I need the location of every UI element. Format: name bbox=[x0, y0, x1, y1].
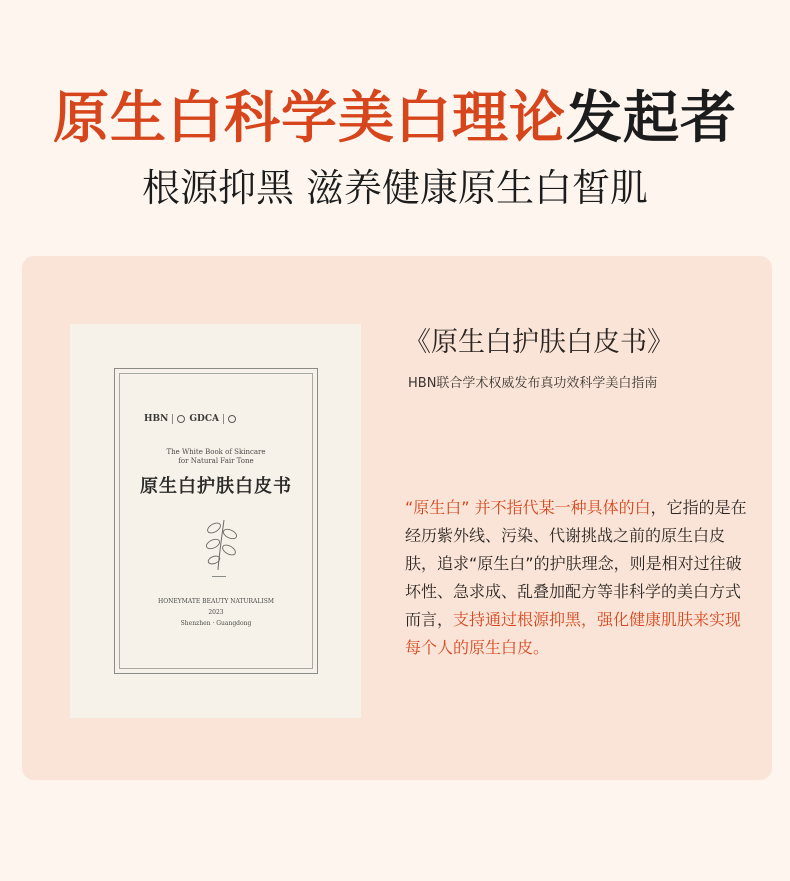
book-year: 2023 bbox=[208, 609, 224, 616]
hbn-logo: HBN bbox=[144, 414, 169, 424]
gdca-logo-icon bbox=[177, 415, 185, 423]
book-cover-inner-frame bbox=[119, 373, 313, 669]
book-title-en-line1: The White Book of Skincare bbox=[166, 448, 266, 456]
whitepaper-title: 《原生白护肤白皮书》 bbox=[404, 327, 674, 358]
book-divider bbox=[212, 576, 226, 577]
whitepaper-subtitle: HBN联合学术权威发布真功效科学美白指南 bbox=[408, 376, 658, 391]
book-title-en-line2: for Natural Fair Tone bbox=[178, 457, 254, 465]
headline bbox=[0, 84, 790, 154]
book-location: Shenzhen · Guangdong bbox=[180, 620, 252, 627]
whitepaper-description bbox=[405, 494, 750, 662]
book-brand: HONEYMATE BEAUTY NATURALISM bbox=[157, 598, 274, 605]
book-cover-frame bbox=[114, 368, 318, 674]
description-highlight: 支持通过根源抑黑，强化健康肌肤来实现每个人的原生白皮。 bbox=[405, 610, 742, 657]
headline-dark: 发起者 bbox=[566, 86, 737, 151]
logo-divider bbox=[172, 414, 173, 424]
logo-divider bbox=[223, 414, 224, 424]
gdca-logo: GDCA bbox=[189, 414, 219, 424]
description-lead: “原生白” 并不指代某一种具体的白 bbox=[405, 498, 651, 517]
headline-accent: 原生白科学美白理论 bbox=[53, 86, 566, 151]
university-seal-icon bbox=[228, 415, 236, 423]
plant-sprig-icon bbox=[200, 514, 240, 572]
subheadline: 根源抑黑 滋养健康原生白皙肌 bbox=[141, 166, 649, 210]
description-body: ，它指的是在经历紫外线、污染、代谢挑战之前的原生白皮肤，追求“原生白”的护肤理念，则是相对过往破坏性、急求成、乱叠加配方等非科学的美白方式而言， bbox=[405, 498, 747, 629]
book-title-zh: 原生白护肤白皮书 bbox=[140, 476, 292, 497]
book-logos bbox=[144, 412, 294, 426]
